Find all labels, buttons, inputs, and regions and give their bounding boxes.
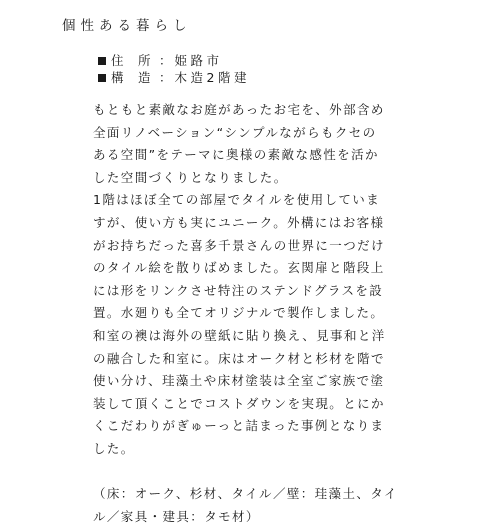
spec-label: 構 造 <box>111 69 152 85</box>
spec-value: 姫路市 <box>174 53 223 68</box>
spec-row-address <box>98 53 250 70</box>
description-line: がお持ちだった喜多千景さんの世界に一つだけ <box>93 237 385 253</box>
spec-label: 住 所 <box>111 53 152 68</box>
spec-separator: ： <box>159 53 172 68</box>
description-line: 全面リノベーション“シンプルながらもクセの <box>93 124 377 140</box>
materials-line: （床：オーク、杉材、タイル／壁：珪藻土、タイ <box>93 486 398 502</box>
square-bullet-icon <box>98 57 106 65</box>
description-line: もともと素敵なお庭があったお宅を、外部含め <box>93 102 385 117</box>
description-line: ある空間”をテーマに奥様の素敵な感性を活か <box>93 147 379 163</box>
spec-value: 木造2階建 <box>174 69 250 85</box>
page-title: 個性ある暮らし <box>62 18 192 34</box>
description-line: には形をリンクさせ特注のステンドグラスを設 <box>93 282 384 298</box>
description-line: した。 <box>93 440 135 456</box>
description <box>93 99 413 528</box>
description-line: 装して頂くことでコストダウンを実現。とにか <box>93 395 385 411</box>
description-line: 置。水廻りも全てオリジナルで製作しました。 <box>93 305 385 321</box>
description-line: した空間づくりとなりました。 <box>93 169 288 185</box>
square-bullet-icon <box>98 74 106 82</box>
description-line: 和室の襖は海外の壁紙に貼り換え、見事和と洋 <box>93 327 386 343</box>
description-line: のタイル絵を散りばめました。玄関扉と階段上 <box>93 260 385 276</box>
description-line: すが、使い方も実にユニーク。外構にはお客様 <box>93 214 385 230</box>
spec-separator: ： <box>159 69 172 85</box>
description-line: 1階はほぼ全ての部屋でタイルを使用していま <box>93 192 381 208</box>
description-line: くこだわりがぎゅーっと詰まった事例となりま <box>93 418 385 434</box>
description-line: 使い分け、珪藻土や床材塗装は全室ご家族で塗 <box>93 373 385 389</box>
materials-line: ル／家具・建具：タモ材） <box>93 508 260 524</box>
spec-list <box>98 53 250 86</box>
paragraph-gap <box>93 461 413 484</box>
description-line: の融合した和室に。床はオーク材と杉材を階で <box>93 350 385 366</box>
spec-row-structure <box>98 70 250 87</box>
